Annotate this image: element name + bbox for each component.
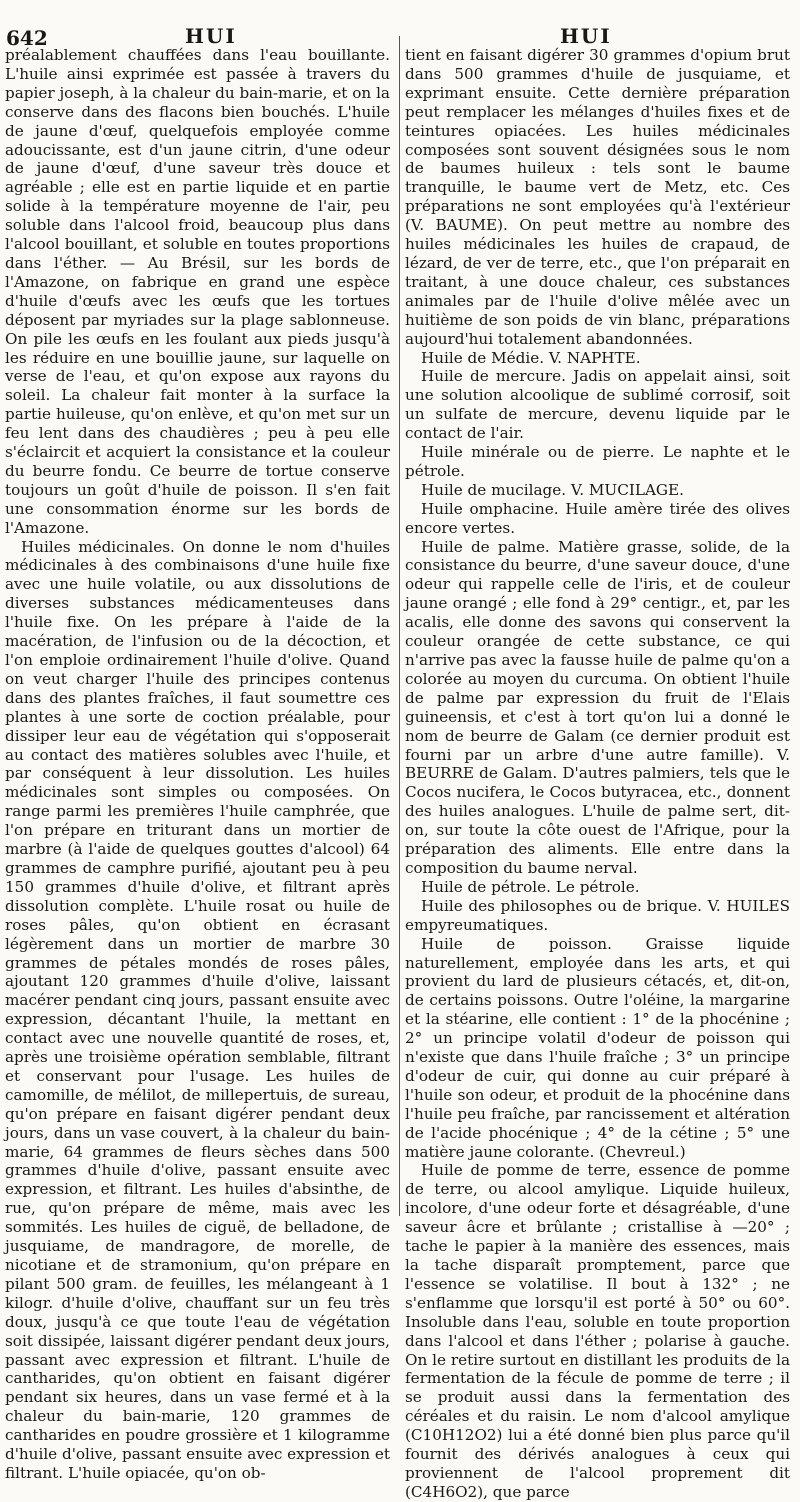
entry-huile-de-petrole: Huile de pétrole. Le pétrole. bbox=[421, 877, 640, 896]
entry-huile-de-pomme-de-terre: Huile de pomme de terre, essence de pomme de terre, ou alcool amylique. Liquide huileux, incolore, d'une odeur forte et désagréable, d'une saveur âcre et brûlante ; cristallise à —20° ; tache le papier à la manière des essences, mais la tache disparaît promptement, parce que l'essence se volatilise. Il bout à 132° ; ne s'enflamme que lorsqu'il est porté à 50° ou 60°. Insoluble dans l'eau, soluble en toute proportion dans l'alcool et dans l'éther ; polarise à gauche. On le retire surtout en distillant les produits de la fermentation de la fécule de pomme de terre ; il se produit aussi dans la fermentation des céréales et du raisin. Le nom d'alcool amylique (C10H12O2) lui a été donné bien plus parce qu'il fournit des dérivés analogues à ceux qui proviennent de l'alcool proprement dit (C4H6O2), que parce bbox=[405, 1161, 790, 1501]
column-divider bbox=[399, 36, 400, 1216]
entry-huile-de-palme: Huile de palme. Matière grasse, solide, de la consistance du beurre, d'une saveur douce, d'une odeur qui rappelle celle de l'iris, et de couleur jaune orangé ; elle fond à 29° centigr., et, par les acalis, elle donne des savons qui conservent la couleur orangée de cette substance, ce qui n'arrive pas avec la fausse huile de palme qu'on a colorée au moyen du curcuma. On obtient l'huile de palme par expression du fruit de l'Elais guineensis, et c'est à tort qu'on lui a donné le nom de beurre de Galam (ce dernier produit est fourni par un arbre d'une autre famille). V. BEURRE de Galam. D'autres palmiers, tels que le Cocos nucifera, le Cocos butyracea, etc., donnent des huiles analogues. L'huile de palme sert, dit-on, sur toute la côte ouest de l'Afrique, pour la préparation des aliments. Elle entre dans la composition du baume nerval. bbox=[405, 537, 790, 877]
paragraph: tient en faisant digérer 30 grammes d'opium brut dans 500 grammes d'huile de jusquiame, et exprimant ensuite. Cette dernière préparation peut remplacer les mélanges d'huiles fixes et de teintures opiacées. Les huiles médicinales composées sont souvent désignées sous le nom de baumes huileux : tels sont le baume tranquille, le baume vert de Metz, etc. Ces préparations ne sont employées qu'à l'extérieur (V. BAUME). On peut mettre au nombre des huiles médicinales les huiles de crapaud, de lézard, de ver de terre, etc., que l'on préparait en traitant, à une douce chaleur, ces substances animales par de l'huile d'olive mêlée avec un huitième de son poids de vin blanc, préparations aujourd'hui totalement abandonnées. bbox=[405, 46, 790, 348]
right-column bbox=[405, 46, 790, 1501]
entry-huile-minerale: Huile minérale ou de pierre. Le naphte et le pétrole. bbox=[405, 443, 790, 480]
entry-huile-de-mercure: Huile de mercure. Jadis on appelait ainsi, soit une solution alcoolique de sublimé corrosif, soit un sulfate de mercure, devenu liquide par le contact de l'air. bbox=[405, 367, 790, 443]
running-head-left: HUI bbox=[185, 24, 237, 48]
left-column bbox=[5, 46, 390, 1482]
entry-huile-de-medie: Huile de Médie. V. NAPHTE. bbox=[421, 348, 641, 367]
paragraph: préalablement chauffées dans l'eau bouillante. L'huile ainsi exprimée est passée à travers du papier joseph, à la chaleur du bain-marie, et on la conserve dans des flacons bien bouchés. L'huile de jaune d'œuf, quelquefois employée comme adoucissante, est d'un jaune citrin, d'une odeur de jaune d'œuf, d'une saveur très douce et agréable ; elle est en partie liquide et en partie solide à la température moyenne de l'air, peu soluble dans l'alcool froid, beaucoup plus dans l'alcool bouillant, et soluble en toutes proportions dans l'éther. — Au Brésil, sur les bords de l'Amazone, on fabrique en grand une espèce d'huile d'œufs avec les œufs que les tortues déposent par myriades sur la plage sablonneuse. On pile les œufs en les foulant aux pieds jusqu'à les réduire en une bouillie jaune, sur laquelle on verse de l'eau, et qu'on expose aux rayons du soleil. La chaleur fait monter à la surface la partie huileuse, qu'on enlève, et qu'on met sur un feu lent dans des chaudières ; peu à peu elle s'éclaircit et acquiert la consistance et la couleur du beurre fondu. Ce beurre de tortue conserve toujours un goût d'huile de poisson. Il s'en fait une consommation énorme sur les bords de l'Amazone. bbox=[5, 46, 390, 537]
running-head-right: HUI bbox=[560, 24, 612, 48]
paragraph: Huiles médicinales. On donne le nom d'huiles médicinales à des combinaisons d'une huile fixe avec une huile volatile, ou aux dissolutions de diverses substances médicamenteuses dans l'huile fixe. On les prépare à l'aide de la macération, de l'infusion ou de la décoction, et l'on emploie ordinairement l'huile d'olive. Quand on veut charger l'huile des principes contenus dans des plantes fraîches, il faut soumettre ces plantes à une sorte de coction préalable, pour dissiper leur eau de végétation qui s'opposerait au contact des matières solubles avec l'huile, et par conséquent à leur dissolution. Les huiles médicinales sont simples ou composées. On range parmi les premières l'huile camphrée, que l'on prépare en triturant dans un mortier de marbre (à l'aide de quelques gouttes d'alcool) 64 grammes de camphre purifié, ajoutant peu à peu 150 grammes d'huile d'olive, et filtrant après dissolution complète. L'huile rosat ou huile de roses pâles, qu'on obtient en écrasant légèrement dans un mortier de marbre 30 grammes de pétales mondés de roses pâles, ajoutant 120 grammes d'huile d'olive, laissant macérer pendant cinq jours, passant ensuite avec expression, décantant l'huile, la mettant en contact avec une nouvelle quantité de roses, et, après une troisième opération semblable, filtrant et conservant pour l'usage. Les huiles de camomille, de mélilot, de millepertuis, de sureau, qu'on prépare en faisant digérer pendant deux jours, dans un vase couvert, à la chaleur du bain-marie, 64 grammes de fleurs sèches dans 500 grammes d'huile d'olive, passant ensuite avec expression, et filtrant. Les huiles d'absinthe, de rue, qu'on prépare de même, mais avec les sommités. Les huiles de ciguë, de belladone, de jusquiame, de mandragore, de morelle, de nicotiane et de stramonium, qu'on prépare en pilant 500 gram. de feuilles, les mélangeant à 1 kilogr. d'huile d'olive, chauffant sur un feu très doux, jusqu'à ce que toute l'eau de végétation soit dissipée, laissant digérer pendant deux jours, passant avec expression et filtrant. L'huile de cantharides, qu'on obtient en faisant digérer pendant six heures, dans un vase fermé et à la chaleur du bain-marie, 120 grammes de cantharides en poudre grossière et 1 kilogramme d'huile d'olive, passant ensuite avec expression et filtrant. L'huile opiacée, qu'on ob- bbox=[5, 537, 390, 1482]
entry-huile-des-philosophes: Huile des philosophes ou de brique. V. HUILES empyreumatiques. bbox=[405, 896, 790, 934]
entry-huile-de-poisson: Huile de poisson. Graisse liquide naturellement, employée dans les arts, et qui provient du lard de plusieurs cétacés, et, dit-on, de certains poissons. Outre l'oléine, la margarine et la stéarine, elle contient : 1° de la phocénine ; 2° un principe volatil d'odeur de poisson qui n'existe que dans l'huile fraîche ; 3° un principe d'odeur de cuir, qui donne au cuir préparé à l'huile son odeur, et produit de la phocénine dans l'huile peu fraîche, par rancissement et altération de l'acide phocénique ; 4° de la cétine ; 5° une matière jaune colorante. (Chevreul.) bbox=[405, 934, 790, 1161]
entry-huile-omphacine: Huile omphacine. Huile amère tirée des olives encore vertes. bbox=[405, 499, 790, 537]
entry-huile-de-mucilage: Huile de mucilage. V. MUCILAGE. bbox=[421, 480, 684, 499]
page-number: 642 bbox=[6, 26, 48, 50]
